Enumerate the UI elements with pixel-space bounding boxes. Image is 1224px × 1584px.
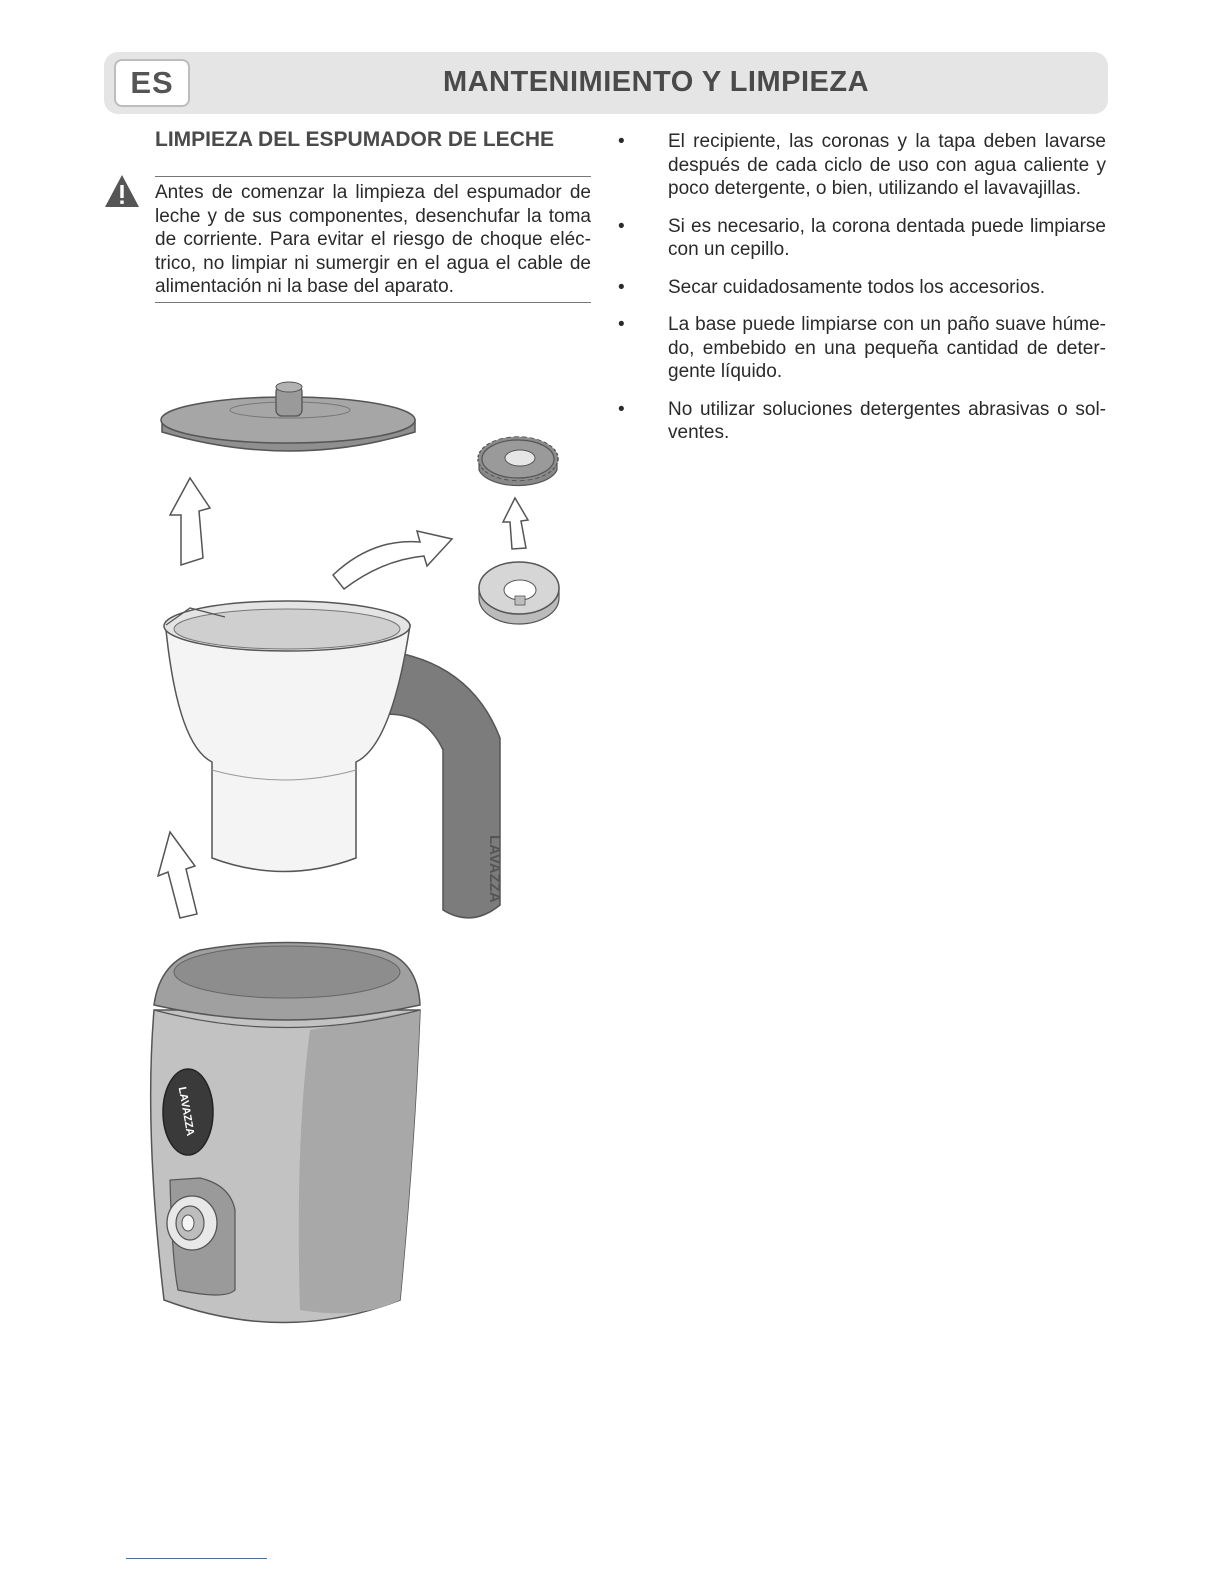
- bullet-dot: •: [618, 276, 625, 298]
- power-button-illustration: [167, 1196, 217, 1250]
- toothed-crown-illustration: [478, 437, 558, 486]
- list-item-text: No utilizar soluciones detergentes abrasivas o sol-ventes.: [668, 398, 1106, 443]
- page-title: MANTENIMIENTO Y LIMPIEZA: [442, 66, 870, 98]
- warning-icon: [104, 174, 140, 208]
- milk-frother-exploded-illustration: [100, 370, 580, 1330]
- list-item: [618, 313, 1106, 384]
- footer-line: [126, 1558, 267, 1559]
- list-item: [618, 276, 1106, 300]
- section-heading: LIMPIEZA DEL ESPUMADOR DE LECHE: [155, 128, 555, 151]
- language-badge: ES: [114, 59, 190, 107]
- bullet-dot: •: [618, 131, 625, 152]
- warning-text: Antes de comenzar la limpieza del espumador de leche y de sus componentes, desenchufar la toma de corriente. Para evitar el riesgo de choque eléc-trico, no limpiar ni sumergir en el agua el cable de alimentación ni la base del aparato.: [155, 182, 591, 297]
- list-item-text: Secar cuidadosamente todos los accesorios.: [668, 276, 1046, 298]
- base-brand-logo: LAVAZZA: [175, 1085, 197, 1137]
- arrow-up-icon: [503, 498, 528, 549]
- arrow-up-icon: [170, 478, 210, 565]
- curved-arrow-icon: [333, 531, 452, 589]
- bullet-dot: •: [618, 398, 625, 420]
- heading-rule: [155, 176, 591, 177]
- header-bar: [104, 52, 1108, 114]
- list-item-text: El recipiente, las coronas y la tapa deben lavarse después de cada ciclo de uso con agua caliente y poco detergente, o bien, utilizando el lavavajillas.: [668, 131, 1106, 199]
- ring-crown-illustration: [479, 562, 559, 624]
- list-item-text: La base puede limpiarse con un paño suave húme-do, embebido en una pequeña cantidad de deter-gente líquido.: [668, 314, 1106, 382]
- handle-brand-mark: LAVAZZA: [486, 835, 503, 903]
- arrow-up-icon: [158, 832, 197, 918]
- bullet-dot: •: [618, 314, 625, 335]
- warning-rule: [155, 302, 591, 303]
- list-item: [618, 215, 1106, 262]
- frother-base-illustration: [151, 943, 420, 1323]
- cleaning-instructions-list: [618, 130, 1106, 459]
- bullet-dot: •: [618, 215, 625, 237]
- milk-jug-illustration: [164, 601, 503, 918]
- lid-illustration: [161, 382, 415, 451]
- list-item-text: Si es necesario, la corona dentada puede limpiarse con un cepillo.: [668, 215, 1106, 260]
- list-item: [618, 130, 1106, 201]
- list-item: [618, 398, 1106, 445]
